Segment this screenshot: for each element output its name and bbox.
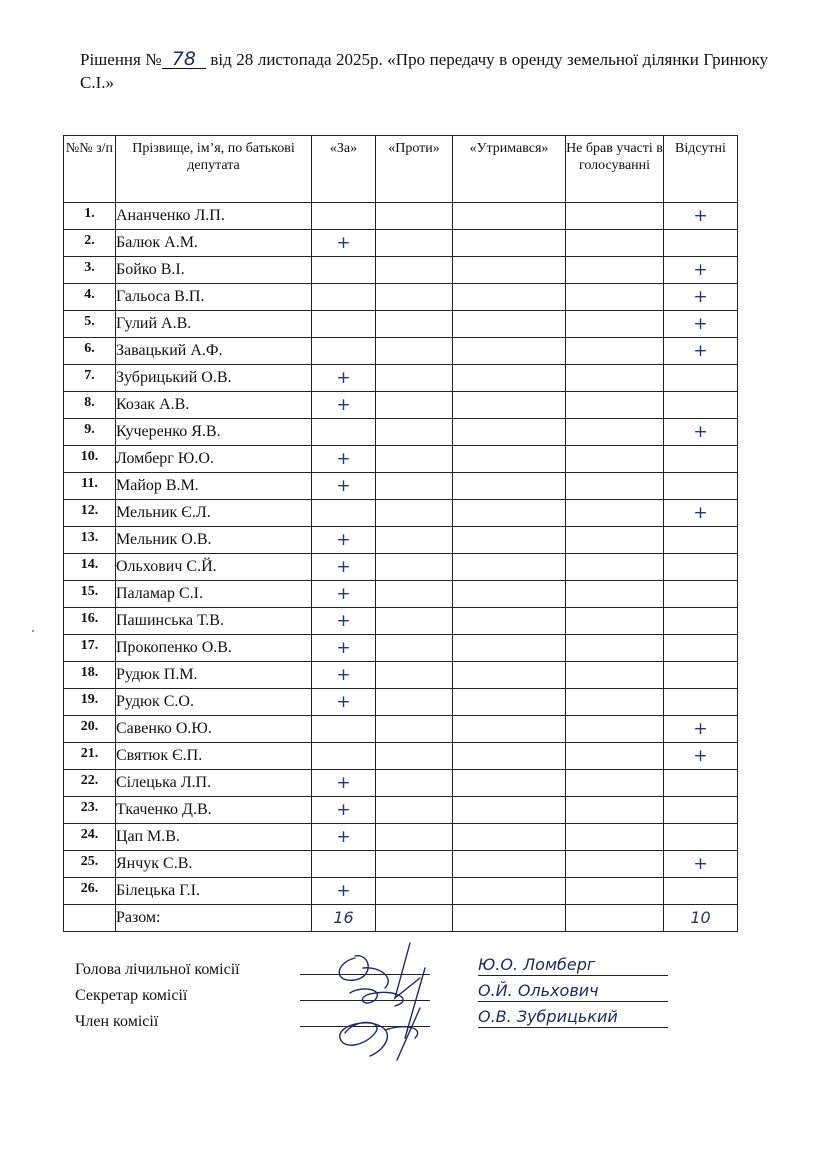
table-row <box>64 473 738 500</box>
row-number: 12. <box>64 500 116 527</box>
vote-abstain-cell <box>453 365 566 392</box>
vote-against-cell <box>376 743 453 770</box>
header-abstain: «Утримався» <box>453 136 566 203</box>
vote-abstain-cell <box>453 230 566 257</box>
vote-not-voted-cell <box>566 230 664 257</box>
vote-not-voted-cell <box>566 797 664 824</box>
vote-against-cell <box>376 770 453 797</box>
deputy-name: Балюк А.М. <box>116 230 312 257</box>
vote-absent-cell <box>664 770 738 797</box>
table-row <box>64 878 738 905</box>
vote-absent-cell <box>664 689 738 716</box>
vote-abstain-cell <box>453 527 566 554</box>
vote-abstain-cell <box>453 446 566 473</box>
deputy-name: Ткаченко Д.В. <box>116 797 312 824</box>
table-row <box>64 257 738 284</box>
row-number: 20. <box>64 716 116 743</box>
deputy-name: Завацький А.Ф. <box>116 338 312 365</box>
vote-for-cell: + <box>312 635 376 662</box>
table-row <box>64 581 738 608</box>
vote-not-voted-cell <box>566 743 664 770</box>
table-row <box>64 419 738 446</box>
deputy-name: Рудюк С.О. <box>116 689 312 716</box>
table-row <box>64 338 738 365</box>
row-number: 8. <box>64 392 116 419</box>
table-row <box>64 446 738 473</box>
vote-absent-cell: + <box>664 851 738 878</box>
deputy-name: Мельник Є.Л. <box>116 500 312 527</box>
vote-not-voted-cell <box>566 608 664 635</box>
signature-name: Ю.О. Ломберг <box>478 955 668 976</box>
vote-for-cell: + <box>312 230 376 257</box>
deputy-name: Кучеренко Я.В. <box>116 419 312 446</box>
vote-not-voted-cell <box>566 689 664 716</box>
vote-for-cell: + <box>312 608 376 635</box>
vote-abstain-cell <box>453 419 566 446</box>
vote-against-cell <box>376 581 453 608</box>
vote-absent-cell <box>664 446 738 473</box>
vote-for-cell: + <box>312 365 376 392</box>
vote-for-cell: + <box>312 392 376 419</box>
total-against <box>376 905 453 932</box>
vote-for-cell: + <box>312 797 376 824</box>
vote-abstain-cell <box>453 878 566 905</box>
vote-abstain-cell <box>453 392 566 419</box>
row-number: 25. <box>64 851 116 878</box>
row-number: 15. <box>64 581 116 608</box>
vote-absent-cell <box>664 581 738 608</box>
deputy-name: Гулий А.В. <box>116 311 312 338</box>
vote-against-cell <box>376 716 453 743</box>
vote-not-voted-cell <box>566 527 664 554</box>
deputy-name: Цап М.В. <box>116 824 312 851</box>
vote-not-voted-cell <box>566 824 664 851</box>
vote-absent-cell: + <box>664 716 738 743</box>
vote-against-cell <box>376 311 453 338</box>
vote-for-cell: + <box>312 662 376 689</box>
row-number: 10. <box>64 446 116 473</box>
vote-absent-cell: + <box>664 338 738 365</box>
header-absent: Відсутні <box>664 136 738 203</box>
vote-not-voted-cell <box>566 851 664 878</box>
vote-for-cell: + <box>312 689 376 716</box>
vote-abstain-cell <box>453 500 566 527</box>
vote-for-cell: + <box>312 527 376 554</box>
table-row <box>64 635 738 662</box>
deputy-name: Сілецька Л.П. <box>116 770 312 797</box>
row-number: 13. <box>64 527 116 554</box>
vote-not-voted-cell <box>566 203 664 230</box>
deputy-name: Ольхович С.Й. <box>116 554 312 581</box>
vote-not-voted-cell <box>566 500 664 527</box>
vote-for-cell: + <box>312 473 376 500</box>
decision-number: 78 <box>162 50 206 69</box>
vote-for-cell <box>312 851 376 878</box>
header-name: Прізвище, ім’я, по батькові депутата <box>116 136 312 203</box>
vote-for-cell <box>312 338 376 365</box>
row-number: 2. <box>64 230 116 257</box>
vote-for-cell <box>312 500 376 527</box>
vote-not-voted-cell <box>566 365 664 392</box>
deputy-name: Бойко В.І. <box>116 257 312 284</box>
table-row <box>64 824 738 851</box>
table-row <box>64 284 738 311</box>
vote-for-cell: + <box>312 824 376 851</box>
vote-absent-cell: + <box>664 419 738 446</box>
vote-absent-cell <box>664 527 738 554</box>
vote-against-cell <box>376 230 453 257</box>
total-for: 16 <box>312 905 376 932</box>
row-number: 19. <box>64 689 116 716</box>
row-number: 22. <box>64 770 116 797</box>
vote-abstain-cell <box>453 581 566 608</box>
vote-against-cell <box>376 662 453 689</box>
vote-absent-cell <box>664 392 738 419</box>
vote-for-cell <box>312 419 376 446</box>
vote-abstain-cell <box>453 473 566 500</box>
vote-absent-cell <box>664 554 738 581</box>
vote-for-cell <box>312 716 376 743</box>
vote-abstain-cell <box>453 338 566 365</box>
row-number: 11. <box>64 473 116 500</box>
vote-abstain-cell <box>453 311 566 338</box>
vote-abstain-cell <box>453 770 566 797</box>
deputy-name: Рудюк П.М. <box>116 662 312 689</box>
vote-abstain-cell <box>453 284 566 311</box>
total-absent: 10 <box>664 905 738 932</box>
deputy-name: Зубрицький О.В. <box>116 365 312 392</box>
table-row <box>64 851 738 878</box>
vote-not-voted-cell <box>566 257 664 284</box>
table-row <box>64 203 738 230</box>
row-number: 3. <box>64 257 116 284</box>
table-row <box>64 797 738 824</box>
row-number: 5. <box>64 311 116 338</box>
deputy-name: Ломберг Ю.О. <box>116 446 312 473</box>
vote-against-cell <box>376 554 453 581</box>
vote-for-cell: + <box>312 581 376 608</box>
vote-against-cell <box>376 284 453 311</box>
deputy-name: Пашинська Т.В. <box>116 608 312 635</box>
table-row <box>64 365 738 392</box>
row-number: 14. <box>64 554 116 581</box>
vote-abstain-cell <box>453 743 566 770</box>
row-number: 24. <box>64 824 116 851</box>
row-number: 1. <box>64 203 116 230</box>
vote-against-cell <box>376 824 453 851</box>
vote-against-cell <box>376 500 453 527</box>
vote-not-voted-cell <box>566 878 664 905</box>
total-not-voted <box>566 905 664 932</box>
scan-speck <box>32 630 34 632</box>
row-number: 7. <box>64 365 116 392</box>
vote-not-voted-cell <box>566 419 664 446</box>
vote-absent-cell <box>664 797 738 824</box>
deputy-name: Козак А.В. <box>116 392 312 419</box>
deputy-name: Прокопенко О.В. <box>116 635 312 662</box>
deputy-name: Паламар С.І. <box>116 581 312 608</box>
total-label: Разом: <box>116 905 312 932</box>
vote-against-cell <box>376 392 453 419</box>
vote-for-cell: + <box>312 878 376 905</box>
vote-against-cell <box>376 446 453 473</box>
vote-against-cell <box>376 878 453 905</box>
table-row <box>64 770 738 797</box>
row-number: 16. <box>64 608 116 635</box>
vote-not-voted-cell <box>566 770 664 797</box>
deputy-name: Янчук С.В. <box>116 851 312 878</box>
vote-absent-cell: + <box>664 284 738 311</box>
table-row <box>64 743 738 770</box>
vote-not-voted-cell <box>566 716 664 743</box>
row-number: 6. <box>64 338 116 365</box>
vote-abstain-cell <box>453 824 566 851</box>
header-against: «Проти» <box>376 136 453 203</box>
vote-against-cell <box>376 338 453 365</box>
vote-absent-cell: + <box>664 257 738 284</box>
vote-absent-cell: + <box>664 500 738 527</box>
vote-absent-cell: + <box>664 203 738 230</box>
vote-abstain-cell <box>453 716 566 743</box>
table-row <box>64 500 738 527</box>
deputy-name: Ананченко Л.П. <box>116 203 312 230</box>
vote-not-voted-cell <box>566 392 664 419</box>
vote-against-cell <box>376 851 453 878</box>
vote-for-cell <box>312 203 376 230</box>
vote-abstain-cell <box>453 203 566 230</box>
table-row <box>64 392 738 419</box>
vote-abstain-cell <box>453 554 566 581</box>
vote-against-cell <box>376 473 453 500</box>
vote-for-cell: + <box>312 446 376 473</box>
table-row <box>64 230 738 257</box>
vote-against-cell <box>376 527 453 554</box>
vote-not-voted-cell <box>566 311 664 338</box>
vote-absent-cell <box>664 365 738 392</box>
header-for: «За» <box>312 136 376 203</box>
deputy-name: Савенко О.Ю. <box>116 716 312 743</box>
vote-abstain-cell <box>453 257 566 284</box>
vote-abstain-cell <box>453 662 566 689</box>
table-row <box>64 608 738 635</box>
vote-against-cell <box>376 203 453 230</box>
heading-prefix: Рішення № <box>80 50 162 69</box>
vote-not-voted-cell <box>566 473 664 500</box>
vote-not-voted-cell <box>566 581 664 608</box>
vote-abstain-cell <box>453 635 566 662</box>
vote-absent-cell <box>664 878 738 905</box>
row-number: 18. <box>64 662 116 689</box>
vote-absent-cell <box>664 608 738 635</box>
row-number: 17. <box>64 635 116 662</box>
vote-abstain-cell <box>453 608 566 635</box>
vote-absent-cell <box>664 473 738 500</box>
signature-role: Член комісії <box>75 1013 159 1030</box>
vote-for-cell <box>312 311 376 338</box>
signature-block <box>75 957 240 1035</box>
table-row <box>64 311 738 338</box>
vote-abstain-cell <box>453 851 566 878</box>
vote-for-cell <box>312 257 376 284</box>
signature-role: Секретар комісії <box>75 987 188 1004</box>
vote-for-cell <box>312 284 376 311</box>
signature-name: О.В. Зубрицький <box>478 1007 668 1028</box>
vote-abstain-cell <box>453 689 566 716</box>
vote-against-cell <box>376 608 453 635</box>
vote-against-cell <box>376 419 453 446</box>
vote-not-voted-cell <box>566 662 664 689</box>
header-not-voted: Не брав участі в голосуванні <box>566 136 664 203</box>
vote-not-voted-cell <box>566 338 664 365</box>
vote-not-voted-cell <box>566 446 664 473</box>
handwritten-signatures <box>325 938 455 1063</box>
vote-absent-cell <box>664 635 738 662</box>
deputy-name: Святюк Є.П. <box>116 743 312 770</box>
table-row <box>64 716 738 743</box>
decision-heading <box>80 48 768 94</box>
vote-for-cell <box>312 743 376 770</box>
vote-for-cell: + <box>312 554 376 581</box>
vote-absent-cell <box>664 662 738 689</box>
vote-absent-cell: + <box>664 743 738 770</box>
row-number: 21. <box>64 743 116 770</box>
total-num <box>64 905 116 932</box>
heading-text: від 28 листопада 2025р. «Про передачу в оренду земельної ділянки Гринюку С.І.» <box>80 50 768 92</box>
vote-not-voted-cell <box>566 635 664 662</box>
table-row <box>64 689 738 716</box>
row-number: 4. <box>64 284 116 311</box>
vote-abstain-cell <box>453 797 566 824</box>
deputy-name: Майор В.М. <box>116 473 312 500</box>
total-abstain <box>453 905 566 932</box>
table-row <box>64 554 738 581</box>
total-row <box>64 905 738 932</box>
table-row <box>64 527 738 554</box>
deputy-name: Мельник О.В. <box>116 527 312 554</box>
vote-absent-cell: + <box>664 311 738 338</box>
row-number: 23. <box>64 797 116 824</box>
vote-absent-cell <box>664 824 738 851</box>
table-header-row <box>64 136 738 203</box>
vote-for-cell: + <box>312 770 376 797</box>
vote-against-cell <box>376 257 453 284</box>
deputy-name: Гальоса В.П. <box>116 284 312 311</box>
vote-against-cell <box>376 689 453 716</box>
vote-against-cell <box>376 635 453 662</box>
row-number: 26. <box>64 878 116 905</box>
signature-name: О.Й. Ольхович <box>478 981 668 1002</box>
deputy-name: Білецька Г.І. <box>116 878 312 905</box>
vote-not-voted-cell <box>566 284 664 311</box>
signature-role: Голова лічильної комісії <box>75 961 240 978</box>
voting-table <box>63 135 738 932</box>
table-row <box>64 662 738 689</box>
vote-against-cell <box>376 797 453 824</box>
header-num: №№ з/п <box>64 136 116 203</box>
row-number: 9. <box>64 419 116 446</box>
vote-absent-cell <box>664 230 738 257</box>
vote-against-cell <box>376 365 453 392</box>
vote-not-voted-cell <box>566 554 664 581</box>
